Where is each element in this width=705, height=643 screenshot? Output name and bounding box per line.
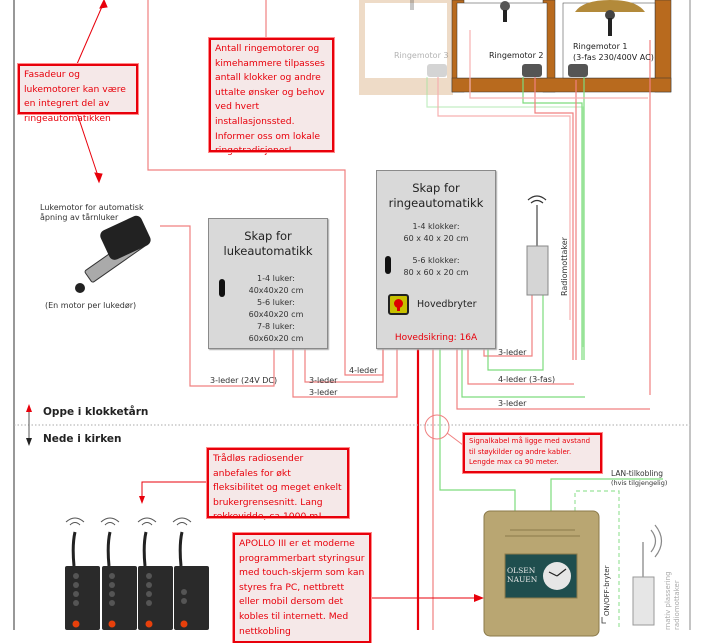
note-motors: Antall ringemotorer og kimehammere tilpasses antall klokker og andre uttalte ønsker og behov ved hvert installasjonssted. Informer oss om lokale ringetradisjoner! bbox=[209, 38, 334, 152]
hatch-cabinet-title-2: lukeautomatikk bbox=[223, 244, 313, 258]
wire-label: 3-leder bbox=[498, 348, 527, 357]
hatch-size: 40x40x20 cm bbox=[248, 286, 304, 295]
radio-transmitters-image bbox=[65, 518, 209, 630]
onoff-label: ON/OFF-bryter bbox=[603, 565, 611, 616]
motor1-spec: (3-fas 230/400V AC) bbox=[573, 53, 654, 62]
level-arrow-icon bbox=[26, 404, 32, 446]
wire-label: 3-leder bbox=[498, 399, 527, 408]
level-up-label: Oppe i klokketårn bbox=[43, 406, 149, 418]
size2-value: 80 x 60 x 20 cm bbox=[403, 268, 469, 277]
bell-frame-faded bbox=[362, 0, 450, 92]
level-down-label: Nede i kirken bbox=[43, 433, 122, 445]
door-handle-icon bbox=[219, 279, 225, 297]
hatch-cabinet bbox=[208, 218, 328, 349]
note-facade: Fasadeur og lukemotorer kan være en integrert del av ringeautomatikken bbox=[18, 64, 138, 114]
hatch-motor-caption: (En motor per lukedør) bbox=[45, 301, 137, 310]
bell-cabinet-title-2: ringeautomatikk bbox=[388, 196, 484, 210]
wire-label: 3-leder bbox=[309, 376, 338, 385]
size2-label: 5-6 klokker: bbox=[412, 256, 460, 265]
main-fuse-label: Hovedsikring: 16A bbox=[394, 333, 478, 343]
apollo-brand-logo bbox=[507, 566, 537, 584]
motor3-label: Ringemotor 3 bbox=[394, 51, 449, 60]
wire-label: 3-leder (24V DC) bbox=[210, 376, 278, 385]
note-signal: Signalkabel må ligge med avstand til støykilder og andre kabler. Lengde max ca 90 meter. bbox=[463, 433, 602, 473]
bell-cabinet-title-1: Skap for bbox=[412, 181, 460, 195]
brand-line-2: NAUEN bbox=[507, 575, 538, 584]
hatch-size: 60x60x20 cm bbox=[248, 334, 304, 343]
signal-circle bbox=[425, 415, 449, 439]
alt-receiver-label-1: rnativ plassering bbox=[664, 571, 672, 630]
radio-receiver-icon bbox=[527, 196, 548, 295]
size1-label: 1-4 klokker: bbox=[412, 222, 460, 231]
note-radio: Trådløs radiosender anbefales for økt fleksibilitet og meget enkelt brukergrensesnitt. Lang rekkevidde, ca 1000 m! bbox=[207, 448, 349, 518]
alt-radio-receiver-icon bbox=[633, 525, 662, 625]
bell-frame bbox=[452, 0, 671, 92]
lan-label-1: LAN-tilkobling bbox=[611, 469, 664, 478]
hatch-motor-label-2: åpning av tårnluker bbox=[40, 213, 119, 222]
wire-label: 4-leder (3-fas) bbox=[498, 375, 556, 384]
wire-label: 3-leder bbox=[309, 388, 338, 397]
bell-cabinet bbox=[376, 170, 496, 349]
alt-receiver-label-2: radiomottaker bbox=[673, 580, 681, 630]
wire-label: 4-leder bbox=[349, 366, 378, 375]
door-handle-icon bbox=[385, 256, 391, 274]
motor2-label: Ringemotor 2 bbox=[489, 51, 544, 60]
motor1-label: Ringemotor 1 bbox=[573, 42, 628, 51]
hatch-size: 60x40x20 cm bbox=[248, 310, 304, 319]
size1-value: 60 x 40 x 20 cm bbox=[403, 234, 469, 243]
hatch-cabinet-title-1: Skap for bbox=[244, 229, 292, 243]
radio-receiver-label: Radiomottaker bbox=[560, 237, 569, 296]
note-apollo: APOLLO III er et moderne programmerbart styringsur med touch-skjerm som kan styres fra PC, nettbrett eller mobil dersom det kobles til internett. Med nettkobling bbox=[233, 533, 371, 643]
lan-label-2: (hvis tilgjengelig) bbox=[611, 479, 668, 487]
hatch-size: 1-4 luker: bbox=[256, 274, 295, 283]
apollo-device-image bbox=[484, 511, 599, 636]
brand-line-1: OLSEN bbox=[507, 566, 536, 575]
hatch-motor-label-1: Lukemotor for automatisk bbox=[40, 203, 144, 212]
main-switch-label: Hovedbryter bbox=[417, 299, 477, 310]
hatch-motor-image bbox=[75, 214, 153, 293]
hatch-size: 5-6 luker: bbox=[256, 298, 295, 307]
hatch-size: 7-8 luker: bbox=[256, 322, 295, 331]
main-switch-icon bbox=[388, 294, 409, 315]
clapper-icon-faded bbox=[410, 0, 414, 10]
